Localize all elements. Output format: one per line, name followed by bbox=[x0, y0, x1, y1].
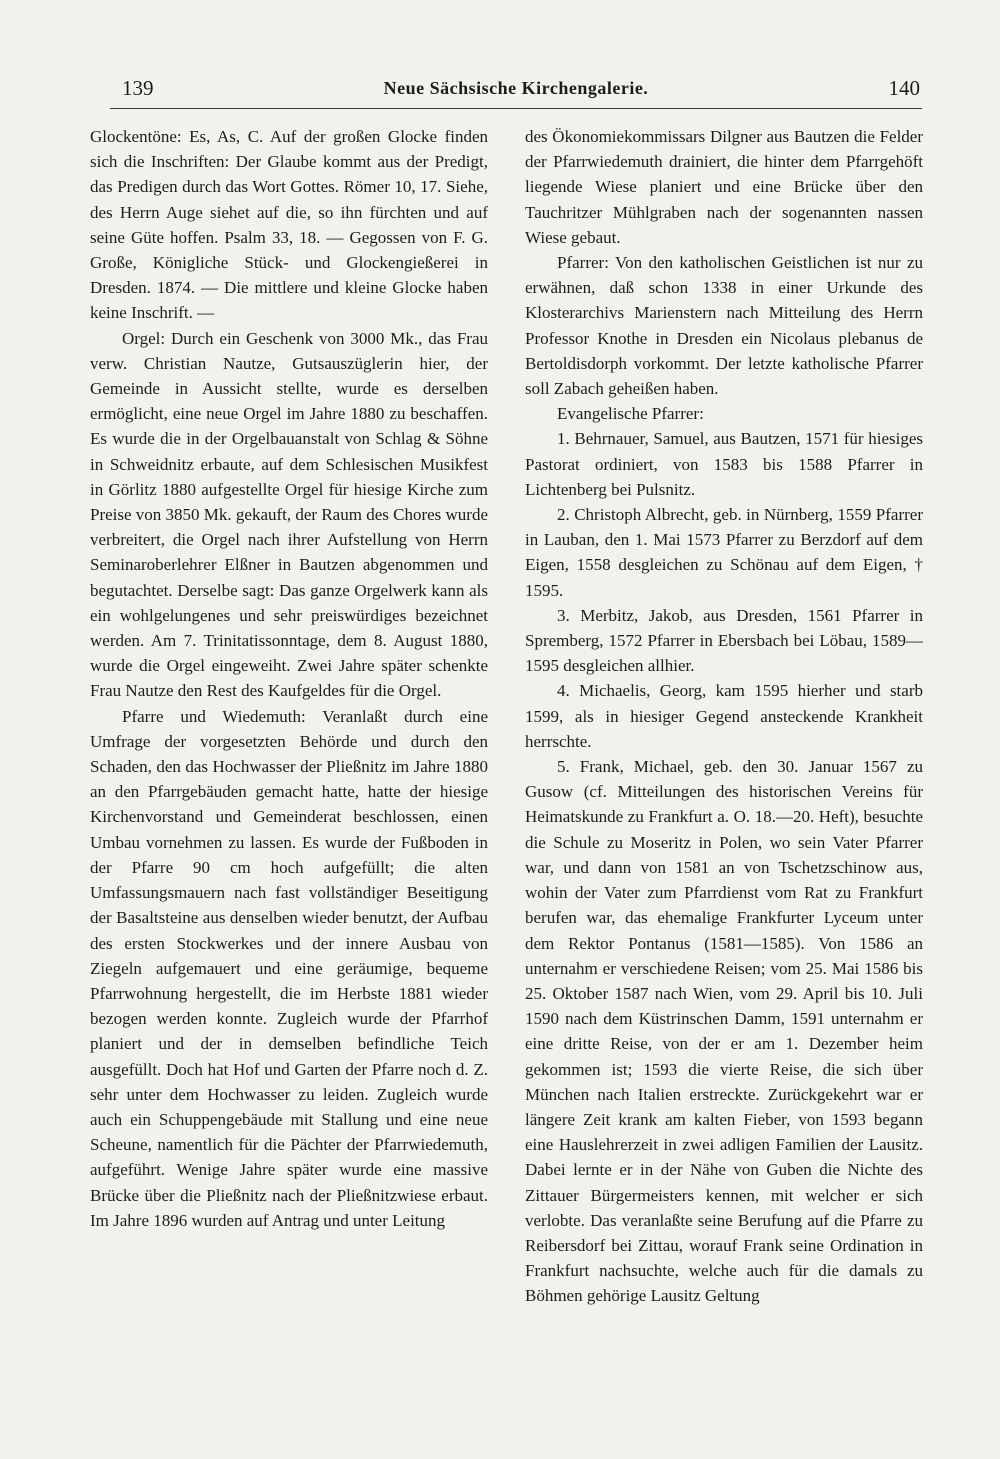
page-number-right: 140 bbox=[888, 76, 920, 100]
paragraph: Orgel: Durch ein Geschenk von 3000 Mk., das Frau verw. Christian Nautze, Gutsauszüglerin hier, der Gemeinde in Aussicht stellte, wurde es derselben ermöglicht, eine neue Orgel im Jahre 1880 zu beschaffen. Es wurde die in der Orgelbauanstalt von Schlag & Söhne in Schweidnitz erbaute, auf dem Schlesischen Musikfest in Görlitz 1880 aufgestellte Orgel für hiesige Kirche zum Preise von 3850 Mk. gekauft, der Raum des Chores wurde verbreitert, die Orgel nach ihrer Aufstellung von Herrn Seminaroberlehrer Elßner in Bautzen abgenommen und begutachtet. Derselbe sagt: Das ganze Orgelwerk kann als ein wohlgelungenes und sehr preiswürdiges bezeichnet werden. Am 7. Trinitatissonntage, dem 8. August 1880, wurde die Orgel eingeweiht. Zwei Jahre später schenkte Frau Nautze den Rest des Kaufgeldes für die Orgel. bbox=[90, 328, 488, 701]
list-item: 1. Behrnauer, Samuel, aus Bautzen, 1571 für hiesiges Pastorat ordiniert, von 1583 bis 1588 Pfarrer in Lichtenberg bei Pulsnitz. bbox=[525, 429, 923, 499]
page-number-left: 139 bbox=[122, 76, 154, 100]
header-rule bbox=[110, 108, 922, 109]
list-item: 2. Christoph Albrecht, geb. in Nürnberg, 1559 Pfarrer in Lauban, den 1. Mai 1573 Pfarrer zu Berzdorf auf dem Eigen, 1558 desgleichen zu Schönau auf dem Eigen, † 1595. bbox=[525, 505, 923, 600]
running-title: Neue Sächsische Kirchengalerie. bbox=[383, 78, 649, 98]
paragraph: Glockentöne: Es, As, C. Auf der großen Glocke finden sich die Inschriften: Der Glaube kommt aus der Predigt, das Predigen durch das Wort Gottes. Römer 10, 17. Siehe, des Herrn Auge siehet auf die, so ihn fürchten und auf seine Güte hoffen. Psalm 33, 18. — Gegossen von F. G. Große, Königliche Stück- und Glockengießerei in Dresden. 1874. — Die mittlere und kleine Glocke haben keine Inschrift. — bbox=[90, 127, 488, 323]
paragraph: Pfarrer: Von den katholischen Geistlichen ist nur zu erwähnen, daß schon 1338 in einer Urkunde des Klosterarchivs Marienstern nach Mitteilung des Herrn Professor Knothe in Dresden ein Nicolaus plebanus de Bertoldisdorph vorkommt. Der letzte katholische Pfarrer soll Zabach geheißen haben. bbox=[525, 253, 923, 399]
list-item: 3. Merbitz, Jakob, aus Dresden, 1561 Pfarrer in Spremberg, 1572 Pfarrer in Ebersbach bei Löbau, 1589—1595 desgleichen allhier. bbox=[525, 605, 923, 676]
list-item: 4. Michaelis, Georg, kam 1595 hierher und starb 1599, als in hiesiger Gegend ansteckende Krankheit herrschte. bbox=[525, 681, 923, 751]
right-column bbox=[525, 124, 923, 1349]
paragraph: Pfarre und Wiedemuth: Veranlaßt durch eine Umfrage der vorgesetzten Behörde und durch den Schaden, den das Hochwasser der Pließnitz im Jahre 1880 an den Pfarrgebäuden gemacht hatte, hatte der hiesige Kirchenvorstand und Gemeinderat beschlossen, einen Umbau vornehmen zu lassen. Es wurde der Fußboden in der Pfarre 90 cm hoch aufgefüllt; die alten Umfassungsmauern nach fast vollständiger Beseitigung der Basaltsteine aus denselben wieder benutzt, der Aufbau des ersten Stockwerkes und der innere Ausbau von Ziegeln aufgemauert und eine geräumige, bequeme Pfarrwohnung hergestellt, die im Herbste 1881 wieder bezogen werden konnte. Zugleich wurde der Pfarrhof planiert und der in demselben befindliche Teich ausgefüllt. Doch hat Hof und Garten der Pfarre noch d. Z. sehr unter dem Hochwasser zu leiden. Zugleich wurde auch ein Schuppengebäude mit Stallung und eine neue Scheune, namentlich für die Pächter der Pfarrwiedemuth, aufgeführt. Wenige Jahre später wurde eine massive Brücke über die Pließnitz nach der Pließnitzwiese erbaut. Im Jahre 1896 wurden auf Antrag und unter Leitung bbox=[90, 706, 488, 1230]
left-column bbox=[90, 124, 488, 1349]
page-header bbox=[110, 70, 922, 110]
list-item: 5. Frank, Michael, geb. den 30. Januar 1567 zu Gusow (cf. Mitteilungen des historischen Vereins für Heimatskunde zu Frankfurt a. O. 18.—20. Heft), besuchte die Schule zu Moseritz in Polen, wo sein Vater Pfarrer war, und dann von 1581 an von Tschetzschinow aus, wohin der Vater zum Pfarrdienst vom Rat zu Frankfurt berufen war, das ehemalige Frankfurter Lyceum unter dem Rektor Pontanus (1581—1585). Von 1586 an unternahm er verschiedene Reisen; vom 25. Mai 1586 bis 25. Oktober 1587 nach Wien, vom 29. April bis 10. Juli 1590 nach dem Küstrinschen Damm, 1591 unternahm er eine dritte Reise, von der er am 1. Dezember heim gekommen ist; 1593 die vierte Reise, die sich über München nach Italien erstreckte. Zurückgekehrt war er längere Zeit krank am kalten Fieber, von 1593 begann eine Hauslehrerzeit in zwei adligen Familien der Lausitz. Dabei lernte er in der Nähe von Guben die Nichte des Zittauer Bürgermeisters kennen, mit welcher er sich verlobte. Das veranlaßte seine Berufung auf die Pfarre zu Reibersdorf bei Zittau, worauf Frank seine Ordination in Frankfurt nachsuchte, welche auch für die damals zu Böhmen gehörige Lausitz Geltung bbox=[525, 757, 923, 1306]
section-heading: Evangelische Pfarrer: bbox=[557, 404, 704, 424]
paragraph: des Ökonomiekommissars Dilgner aus Bautzen die Felder der Pfarrwiedemuth drainiert, die hinter dem Pfarrgehöft liegende Wiese planiert und eine Brücke über den Tauchritzer Mühlgraben nach der sogenannten nassen Wiese gebaut. bbox=[525, 127, 923, 247]
